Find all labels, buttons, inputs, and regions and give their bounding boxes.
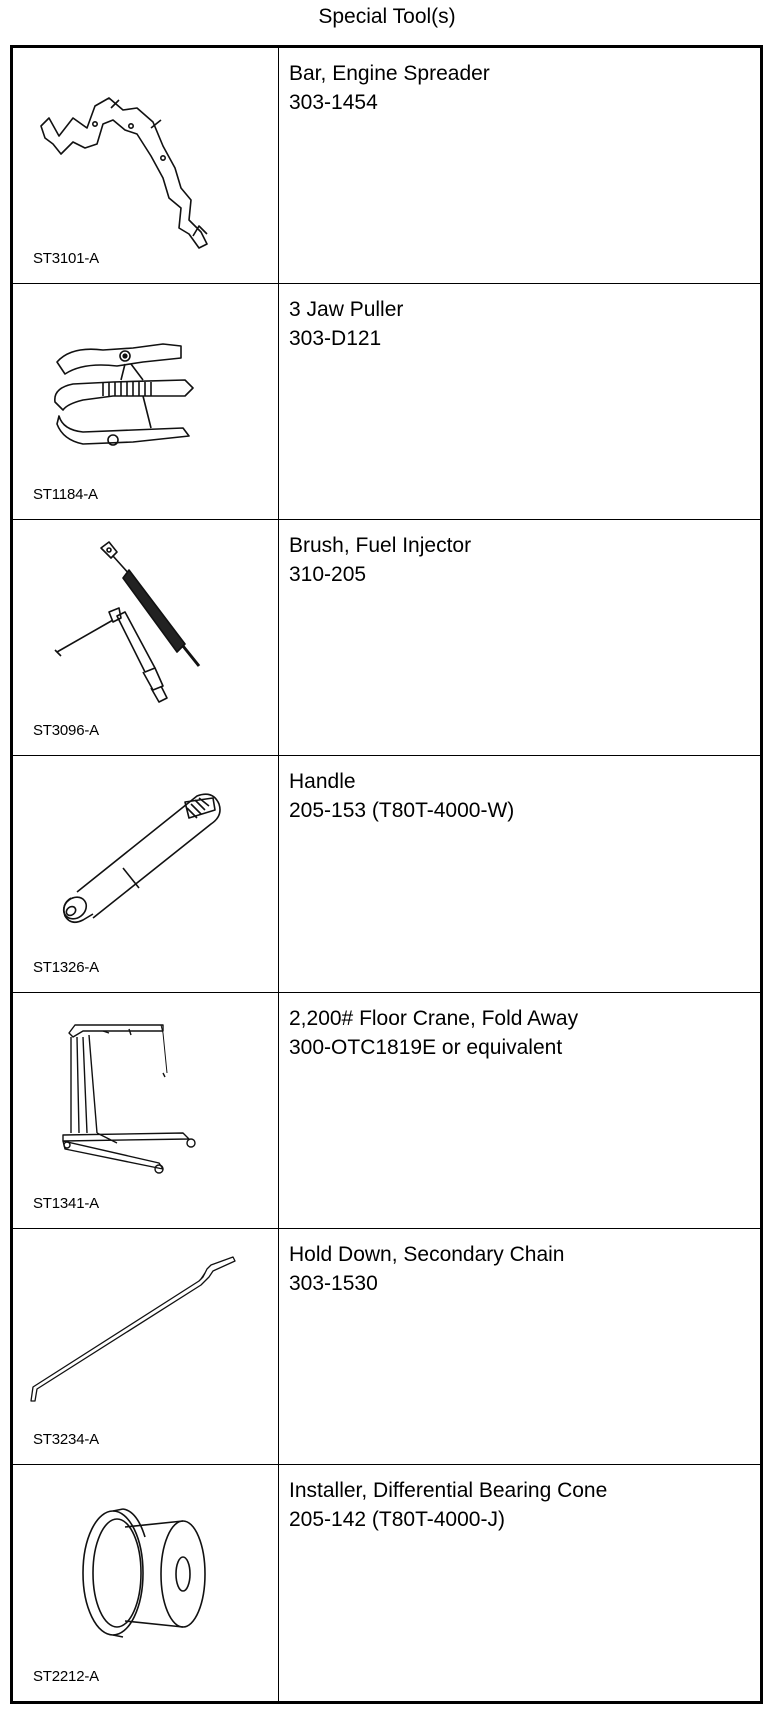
special-tools-table [10,45,763,1704]
tool-name: 2,200# Floor Crane, Fold Away [289,1007,579,1030]
floor-crane-icon [13,993,278,1228]
tool-code: ST1184-A [33,486,98,503]
tool-code: ST3234-A [33,1431,99,1448]
table-row [13,756,760,993]
tool-part-number: 300-OTC1819E or equivalent [289,1036,563,1059]
tool-code: ST1341-A [33,1195,99,1212]
tool-code: ST3101-A [33,250,99,267]
tool-illustration-cell [13,756,279,992]
table-row [13,1465,760,1701]
engine-spreader-bar-icon [13,48,278,283]
table-row [13,1229,760,1465]
tool-part-number: 303-1530 [289,1272,378,1295]
tool-illustration-cell [13,48,279,283]
table-row [13,284,760,520]
tool-code: ST3096-A [33,722,99,739]
tool-description [289,1004,752,1062]
table-row [13,520,760,756]
handle-icon [13,756,278,991]
tool-illustration-cell [13,1229,279,1464]
tool-part-number: 303-D121 [289,327,382,350]
tool-description [289,59,752,117]
tool-code: ST1326-A [33,959,99,976]
tool-description [289,1476,752,1534]
chain-hold-down-icon [13,1229,278,1464]
tool-illustration-cell [13,993,279,1228]
jaw-puller-icon [13,284,278,519]
tool-name: Bar, Engine Spreader [289,62,490,85]
tool-part-number: 310-205 [289,563,367,586]
table-row [13,993,760,1229]
tool-part-number: 205-153 (T80T-4000-W) [289,799,515,822]
tool-description [289,767,752,825]
tool-name: 3 Jaw Puller [289,298,404,321]
tool-name: Installer, Differential Bearing Cone [289,1479,608,1502]
tool-illustration-cell [13,1465,279,1701]
bearing-cone-installer-icon [13,1465,278,1700]
table-row [13,48,760,284]
injector-brush-icon [13,520,278,755]
tool-description [289,531,752,589]
tool-name: Handle [289,770,356,793]
tool-illustration-cell [13,520,279,755]
tool-description [289,295,752,353]
tool-part-number: 303-1454 [289,91,378,114]
tool-name: Brush, Fuel Injector [289,534,472,557]
tool-part-number: 205-142 (T80T-4000-J) [289,1508,505,1531]
page-title: Special Tool(s) [318,5,456,28]
tool-code: ST2212-A [33,1668,99,1685]
tool-description [289,1240,752,1298]
tool-illustration-cell [13,284,279,519]
tool-name: Hold Down, Secondary Chain [289,1243,565,1266]
